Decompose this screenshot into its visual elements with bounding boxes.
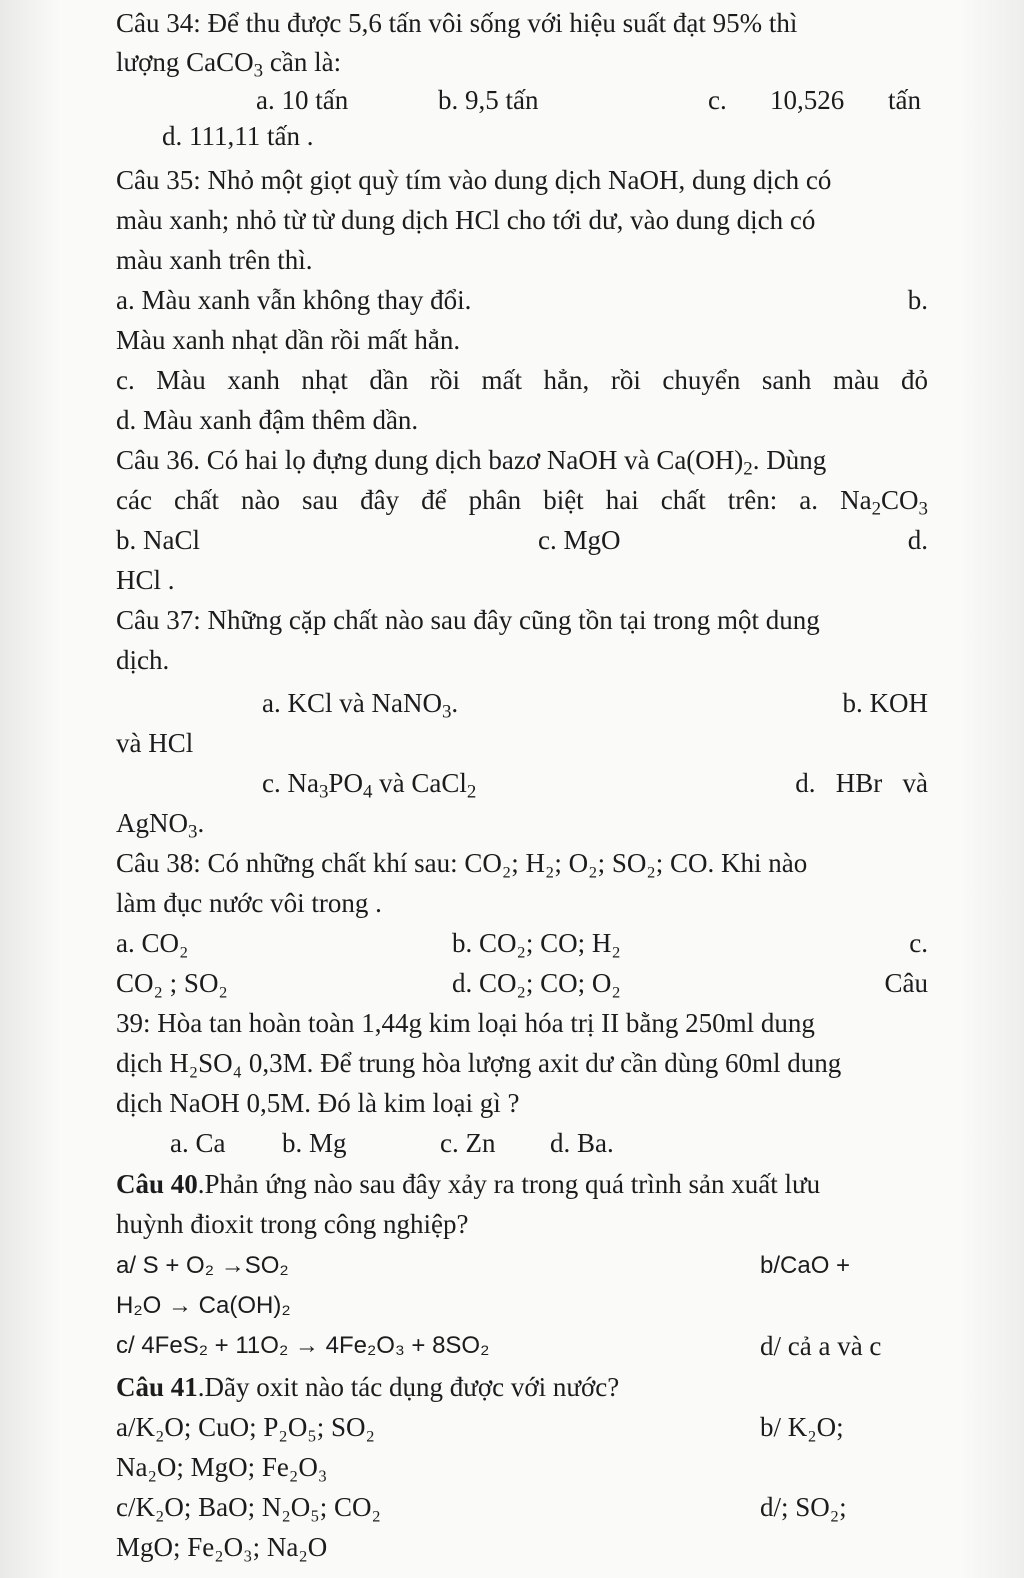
q37-line2: dịch. xyxy=(116,645,170,675)
q37-option-a: a. KCl và NaNO$_3$. xyxy=(262,688,459,723)
q34-option-c-value: 10,526 xyxy=(770,85,845,115)
q37-option-d: AgNO$_3$. xyxy=(116,808,205,843)
q34-option-c-unit: tấn xyxy=(888,85,921,115)
q41-option-b-part1: b/ K₂O; xyxy=(760,1412,844,1442)
q38-option-a: a. CO₂ xyxy=(116,928,189,958)
q37-option-b-label: b. KOH xyxy=(842,688,928,718)
q38-line2: làm đục nước vôi trong . xyxy=(116,888,382,918)
q41-option-b-part2: Na₂O; MgO; Fe₂O₃ xyxy=(116,1452,328,1482)
q34-line2: lượng CaCO$_3$ cần là: xyxy=(116,47,342,82)
q35-option-b-label: b. xyxy=(907,285,928,315)
q40-line1: Câu 40.Phản ứng nào sau đây xảy ra trong quá trình sản xuất lưu xyxy=(116,1169,821,1199)
q36-option-d: HCl . xyxy=(116,565,175,595)
q39-option-c: c. Zn xyxy=(440,1128,496,1158)
q35-line1: Câu 35: Nhỏ một giọt quỳ tím vào dung dịch NaOH, dung dịch có xyxy=(116,165,832,195)
q36-option-c: c. MgO xyxy=(538,525,621,555)
q37-option-c: c. $Na_3PO_4$ và CaCl$_2$ xyxy=(262,768,477,803)
q41-option-a: a/K₂O; CuO; P₂O₅; SO₂ xyxy=(116,1412,375,1442)
q38-option-c-label: c. xyxy=(909,928,928,958)
q35-option-b: Màu xanh nhạt dần rồi mất hẳn. xyxy=(116,325,461,355)
q38-option-c: CO₂ ; SO₂ xyxy=(116,968,228,998)
q38-line1: Câu 38: Có những chất khí sau: CO₂; H₂; O₂; SO₂; CO. Khi nào xyxy=(116,848,808,878)
q37-option-d-label: d. HBr và xyxy=(795,768,928,798)
q37-line1: Câu 37: Những cặp chất nào sau đây cũng tồn tại trong một dung xyxy=(116,605,820,635)
q40-option-b-part2: H₂O → Ca(OH)₂ xyxy=(116,1292,291,1319)
q35-option-a: a. Màu xanh vẫn không thay đổi. xyxy=(116,285,472,315)
q40-option-b-part1: b/CaO + xyxy=(760,1252,851,1279)
q39-line3: dịch NaOH 0,5M. Đó là kim loại gì ? xyxy=(116,1088,520,1118)
q35-option-d: d. Màu xanh đậm thêm dần. xyxy=(116,405,419,435)
q34-line1: Câu 34: Để thu được 5,6 tấn vôi sống với hiệu suất đạt 95% thì xyxy=(116,8,798,38)
q41-line1: Câu 41.Dãy oxit nào tác dụng được với nước? xyxy=(116,1372,620,1402)
q36-option-b: b. NaCl xyxy=(116,525,200,555)
q36-option-d-label: d. xyxy=(907,525,928,555)
q39-option-b: b. Mg xyxy=(282,1128,347,1158)
q38-option-b: b. CO₂; CO; H₂ xyxy=(452,928,621,958)
q40-option-d: d/ cả a và c xyxy=(760,1331,882,1361)
q34-option-d: d. 111,11 tấn . xyxy=(162,121,314,151)
q39-option-a: a. Ca xyxy=(170,1128,226,1158)
q41-option-d-part2: MgO; Fe₂O₃; Na₂O xyxy=(116,1532,328,1562)
q34-option-c-label: c. xyxy=(708,85,727,115)
q39-heading-start: Câu xyxy=(884,968,928,998)
q36-line1: Câu 36. Có hai lọ đựng dung dịch bazơ NaOH và $Ca(OH)_2$. Dùng xyxy=(116,445,827,480)
q34-option-a: a. 10 tấn xyxy=(256,85,349,115)
q35-line3: màu xanh trên thì. xyxy=(116,245,313,275)
q40-option-c: c/ 4FeS₂ + 11O₂ → 4Fe₂O₃ + 8SO₂ xyxy=(116,1332,490,1359)
q39-line2: dịch H₂SO₄ 0,3M. Để trung hòa lượng axit dư cần dùng 60ml dung xyxy=(116,1048,842,1078)
q34-option-b: b. 9,5 tấn xyxy=(438,85,539,115)
q39-line1: 39: Hòa tan hoàn toàn 1,44g kim loại hóa trị II bằng 250ml dung xyxy=(116,1008,815,1038)
q36-line2: các chất nào sau đây để phân biệt hai chất trên: a. $Na_2CO_3$ xyxy=(116,485,928,520)
q40-option-a: a/ S + O₂ →SO₂ xyxy=(116,1252,289,1279)
q40-line2: huỳnh đioxit trong công nghiệp? xyxy=(116,1209,469,1239)
q35-option-c: c. Màu xanh nhạt dần rồi mất hẳn, rồi chuyển sanh màu đỏ xyxy=(116,365,928,395)
q38-option-d: d. CO₂; CO; O₂ xyxy=(452,968,621,998)
q35-line2: màu xanh; nhỏ từ từ dung dịch HCl cho tới dư, vào dung dịch có xyxy=(116,205,816,235)
q39-option-d: d. Ba. xyxy=(550,1128,614,1158)
q37-option-b: và HCl xyxy=(116,728,194,758)
q41-option-d-part1: d/; SO₂; xyxy=(760,1492,847,1522)
q41-option-c: c/K₂O; BaO; N₂O₅; CO₂ xyxy=(116,1492,381,1522)
